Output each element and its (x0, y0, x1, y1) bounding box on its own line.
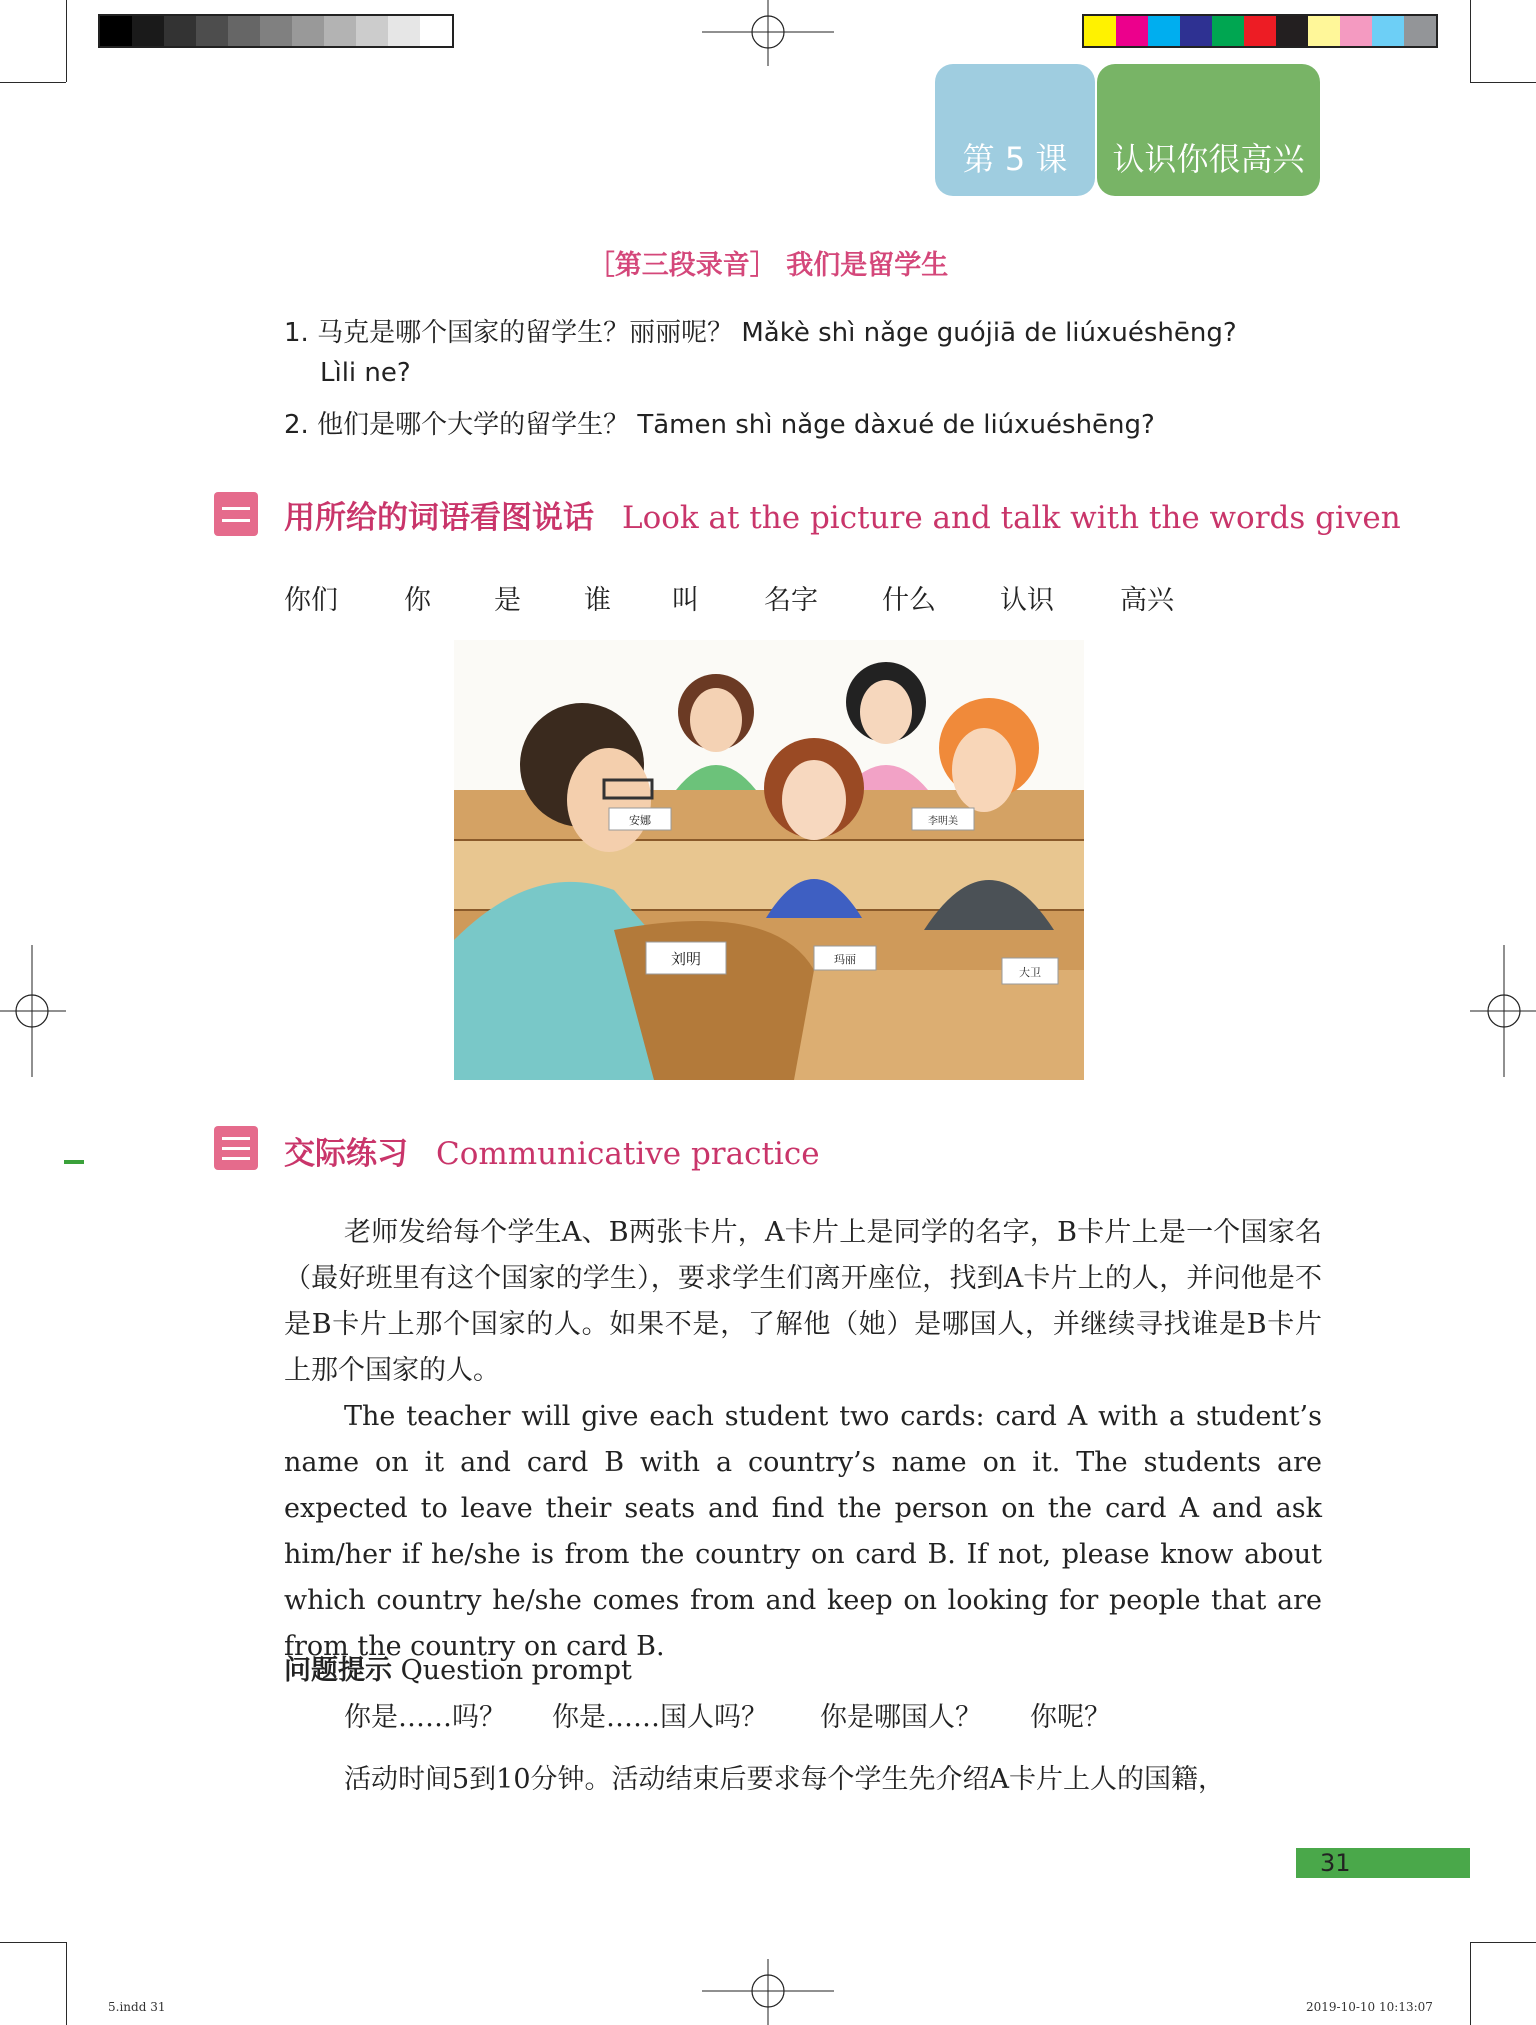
vocab-word: 名字 (764, 585, 818, 616)
name-card-label: 李明美 (928, 816, 958, 827)
color-swatch (1276, 16, 1308, 46)
lesson-number-tab (935, 64, 1095, 196)
registration-mark-right (1470, 945, 1536, 1077)
footer-file-name: 5.indd 31 (108, 2000, 166, 2014)
color-swatch (1372, 16, 1404, 46)
registration-mark-left (0, 945, 66, 1077)
color-swatch (1212, 16, 1244, 46)
question-prompt: 你是……国人吗？ (552, 1702, 768, 1733)
name-card (609, 808, 671, 830)
question-prompt-heading (284, 1648, 632, 1687)
vocab-word: 你们 (284, 585, 338, 616)
lesson-title: 认识你很高兴 (1112, 140, 1305, 178)
registration-mark-top (702, 0, 834, 66)
question-prompt-label-en: Question prompt (400, 1655, 632, 1686)
gray-swatch (292, 16, 324, 46)
name-card (1002, 958, 1058, 984)
lesson-number: 第 5 课 (962, 140, 1068, 178)
question-prompt: 你呢？ (1030, 1702, 1111, 1733)
gray-swatch (420, 16, 452, 46)
gray-swatch (324, 16, 356, 46)
gray-swatch (228, 16, 260, 46)
section-2-number-icon (214, 492, 258, 536)
vocab-word: 谁 (584, 585, 611, 616)
vocab-word: 高兴 (1120, 585, 1174, 616)
gray-calibration-bar (98, 14, 454, 48)
name-card-label: 玛丽 (834, 953, 856, 966)
section-2-title-en: Look at the picture and talk with the words given (622, 500, 1401, 536)
gray-swatch (260, 16, 292, 46)
color-swatch (1244, 16, 1276, 46)
question-prompt-label-cn: 问题提示 (284, 1655, 392, 1686)
vocab-word: 认识 (1000, 585, 1054, 616)
gray-swatch (164, 16, 196, 46)
vocab-word: 叫 (672, 585, 699, 616)
section-3-title (284, 1128, 820, 1173)
color-swatch (1180, 16, 1212, 46)
name-card-label: 刘明 (670, 950, 702, 968)
paragraph-en: The teacher will give each student two cards: card A with a student’s name on it and card B with a country’s name on it. The students are expected to leave their seats and find the person on the card A and ask him/her if he/she is from the country on card B. If not, please know about which country he/she comes from and keep on looking for people that are from the country on card B. (284, 1401, 1322, 1662)
color-swatch (1148, 16, 1180, 46)
margin-marker (64, 1160, 84, 1164)
gray-swatch (100, 16, 132, 46)
paragraph-cn: 老师发给每个学生A、B两张卡片，A卡片上是同学的名字，B卡片上是一个国家名（最好班里有这个国家的学生），要求学生们离开座位，找到A卡片上的人，并问他是不是B卡片上那个国家的人。如果不是，了解他（她）是哪国人，并继续寻找谁是B卡片上那个国家的人。 (284, 1217, 1322, 1386)
vocab-word: 什么 (882, 585, 936, 616)
question-1-line-1: 1. 马克是哪个国家的留学生？丽丽呢？ Mǎkè shì nǎge guójiā de liúxuéshēng? (284, 318, 1237, 348)
classroom-illustration (454, 640, 1084, 1080)
gray-swatch (388, 16, 420, 46)
footer-timestamp: 2019-10-10 10:13:07 (1306, 2000, 1433, 2014)
color-calibration-bar (1082, 14, 1438, 48)
gray-swatch (356, 16, 388, 46)
lesson-title-tab (1097, 64, 1320, 196)
question-1-line-2: Lìli ne? (320, 358, 411, 388)
question-prompt: 你是哪国人？ (820, 1702, 982, 1733)
name-card-label: 大卫 (1019, 966, 1041, 979)
section-3-number-icon (214, 1126, 258, 1170)
color-swatch (1340, 16, 1372, 46)
section-2-title-cn: 用所给的词语看图说话 (284, 500, 594, 536)
name-card (814, 946, 876, 970)
question-2: 2. 他们是哪个大学的留学生？ Tāmen shì nǎge dàxué de liúxuéshēng? (284, 410, 1155, 440)
question-prompt: 你是……吗？ (344, 1702, 506, 1733)
recording-title: ［第三段录音］ 我们是留学生 (587, 250, 949, 281)
name-card (646, 942, 726, 974)
vocab-word: 你 (404, 585, 431, 616)
section-2-title (284, 492, 1401, 537)
gray-swatch (196, 16, 228, 46)
name-card (912, 808, 974, 830)
color-swatch (1404, 16, 1436, 46)
activity-instruction: 活动时间5到10分钟。活动结束后要求每个学生先介绍A卡片上人的国籍， (344, 1764, 1226, 1795)
name-card-label: 安娜 (629, 814, 651, 827)
gray-swatch (132, 16, 164, 46)
section-3-body (284, 1210, 1322, 1670)
registration-mark-bottom (702, 1959, 834, 2025)
vocab-word: 是 (494, 585, 521, 616)
color-swatch (1084, 16, 1116, 46)
page-number: 31 (1296, 1848, 1470, 1878)
section-3-title-en: Communicative practice (436, 1136, 820, 1172)
color-swatch (1116, 16, 1148, 46)
section-3-title-cn: 交际练习 (284, 1136, 408, 1172)
color-swatch (1308, 16, 1340, 46)
